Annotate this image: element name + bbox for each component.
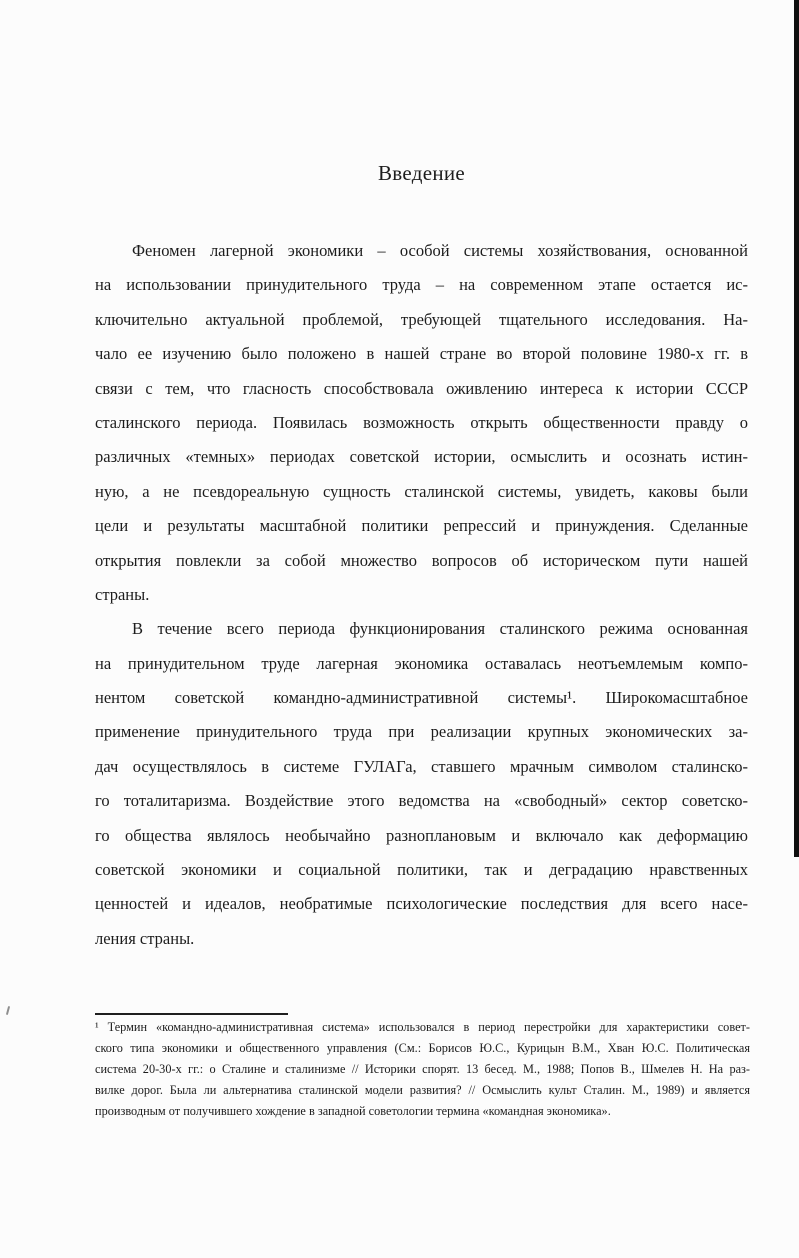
text-line: советской экономики и социальной политики, так и деградацию нравственных <box>95 860 748 880</box>
text-line: страны. <box>95 584 150 604</box>
footnote-line: вилке дорог. Была ли альтернатива сталинской модели развития? // Осмыслить культ Сталин. М., 1989) и является <box>95 1083 750 1097</box>
text-line: на принудительном труде лагерная экономика оставалась неотъемлемым компо- <box>95 653 748 673</box>
text-line: нентом советской командно-административной системы¹. Широкомасштабное <box>95 688 748 708</box>
footnote-line: система 20-30-х гг.: о Сталине и сталинизме // Историки спорят. 13 бесед. М., 1988; Попов В., Шмелев Н. На раз- <box>95 1062 750 1076</box>
text-line: различных «темных» периодах советской истории, осмыслить и осознать истин- <box>95 447 748 467</box>
footnote-line: ского типа экономики и общественного управления (См.: Борисов Ю.С., Курицын В.М., Хван Ю.С. Политическая <box>95 1041 750 1055</box>
footnote-line: производным от получившего хождение в западной советологии термина «командная экономика». <box>95 1104 611 1118</box>
paragraph <box>95 234 748 612</box>
text-line: го тоталитаризма. Воздействие этого ведомства на «свободный» сектор советско- <box>95 791 748 811</box>
text-line: Феномен лагерной экономики – особой системы хозяйствования, основанной <box>132 241 748 260</box>
body-text <box>95 234 748 956</box>
paragraph <box>95 612 748 956</box>
text-line: го общества являлось необычайно разноплановым и включало как деформацию <box>95 825 748 845</box>
text-line: применение принудительного труда при реализации крупных экономических за- <box>95 722 748 742</box>
text-line: на использовании принудительного труда – на современном этапе остается ис- <box>95 275 748 295</box>
text-line: ценностей и идеалов, необратимые психологические последствия для всего насе- <box>95 894 748 914</box>
footnote-separator <box>95 1013 288 1015</box>
text-line: В течение всего периода функционирования сталинского режима основанная <box>132 619 748 639</box>
text-line: ключительно актуальной проблемой, требующей тщательного исследования. На- <box>95 309 748 329</box>
text-line: цели и результаты масштабной политики репрессий и принуждения. Сделанные <box>95 516 748 536</box>
page-title: Введение <box>377 161 466 185</box>
text-line: связи с тем, что гласность способствовала оживлению интереса к истории СССР <box>95 378 748 398</box>
scan-margin-tick <box>6 1006 10 1015</box>
text-line: дач осуществлялось в системе ГУЛАГа, ставшего мрачным символом сталинско- <box>95 756 748 776</box>
text-line: сталинского периода. Появилась возможность открыть общественности правду о <box>95 412 748 432</box>
text-line: открытия повлекли за собой множество вопросов об историческом пути нашей <box>95 550 748 570</box>
scan-edge-bar <box>794 0 799 857</box>
footnote-line: ¹ Термин «командно-административная система» использовался в период перестройки для характеристики совет- <box>95 1020 750 1034</box>
text-line: ления страны. <box>95 928 195 948</box>
footnote <box>95 1017 750 1122</box>
text-line: ную, а не псевдореальную сущность сталинской системы, увидеть, каковы были <box>95 481 748 501</box>
text-line: чало ее изучению было положено в нашей стране во второй половине 1980-х гг. в <box>95 344 748 364</box>
